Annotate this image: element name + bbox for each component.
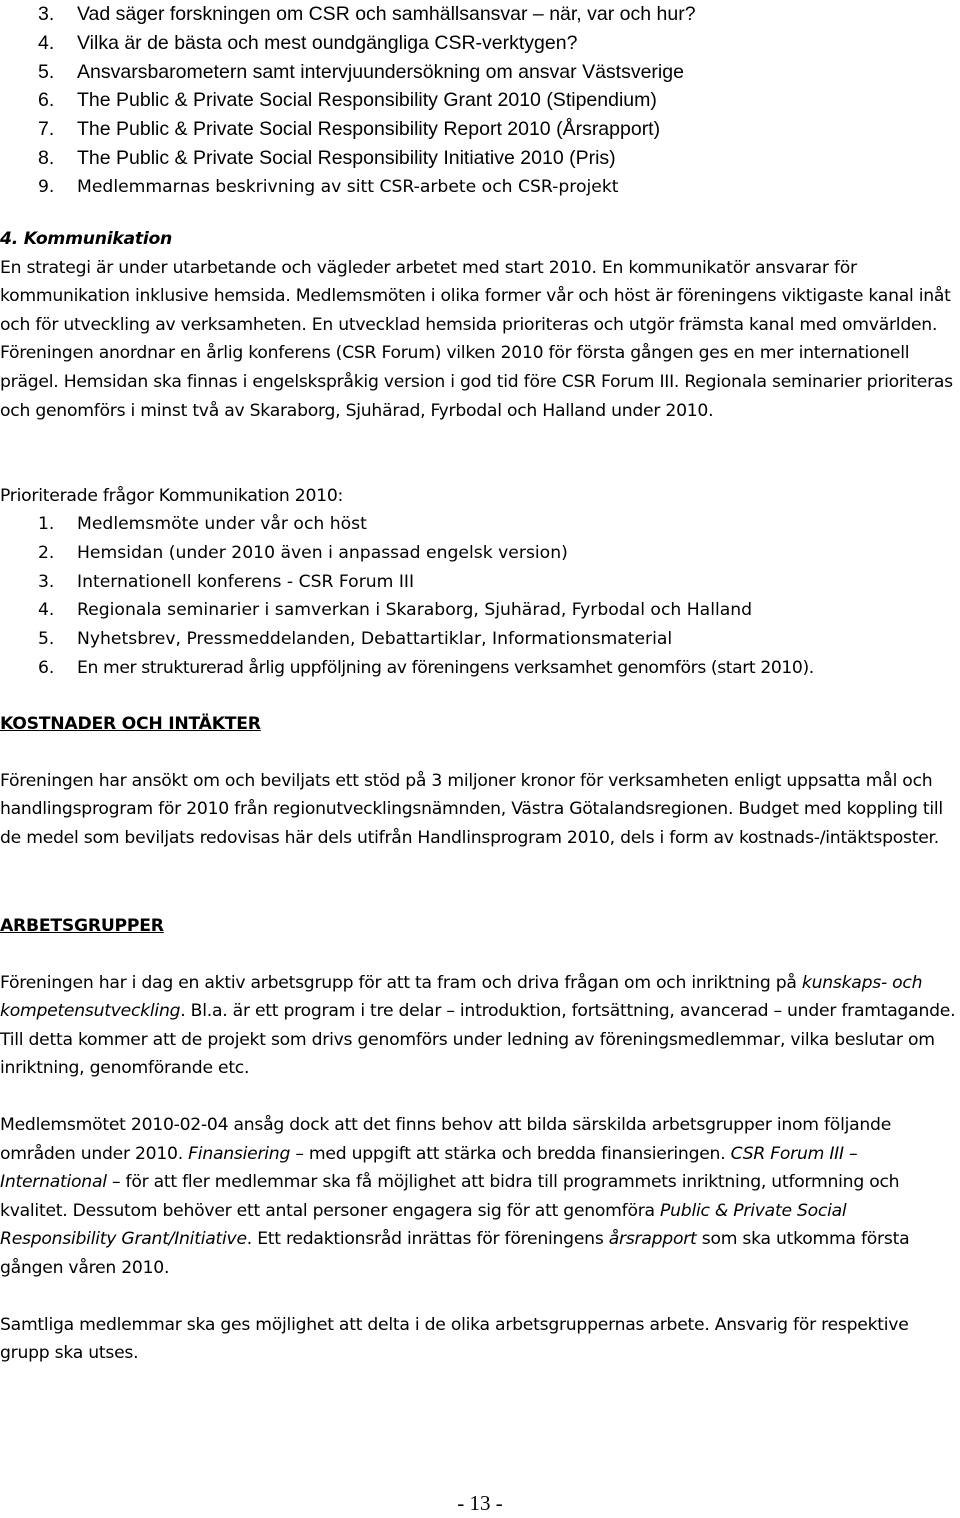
list-item	[0, 596, 958, 625]
list-item-text: Hemsidan (under 2010 även i anpassad engelsk version)	[77, 542, 568, 563]
text-run: – med uppgift att stärka och bredda finansieringen.	[290, 1143, 731, 1164]
list-item	[0, 539, 958, 568]
list-item-text: Regionala seminarier i samverkan i Skaraborg, Sjuhärad, Fyrbodal och Halland	[77, 600, 753, 621]
list-item-text: Internationell konferens - CSR Forum III	[77, 571, 415, 592]
list-item-text: The Public & Private Social Responsibility Report 2010 (Årsrapport)	[77, 118, 661, 141]
list-item	[0, 625, 958, 654]
arbetsgrupper-section	[0, 912, 958, 1368]
text-run: . Bl.a. är ett program i tre delar – introduktion, fortsättning, avancerad – under framtagande. Till detta kommer att de projekt som drivs genomförs under ledning av föreningsmedlemmar, vilka beslutar om inriktning, genomförande etc.	[0, 1001, 956, 1079]
list-item-text: En mer strukturerad årlig uppföljning av föreningens verksamhet genomförs (start 2010).	[77, 657, 814, 678]
list-item-number: 6.	[38, 89, 55, 112]
emphasis-text: Public & Private Social Responsibility Grant/Initiative	[0, 1200, 847, 1250]
kommunikation-paragraph: En strategi är under utarbetande och vägleder arbetet med start 2010. En kommunikatör ansvarar för kommunikation inklusive hemsida. Medlemsmöten i olika former vår och höst är föreningens viktigaste kanal inåt och för utveckling av verksamheten. En utvecklad hemsida prioriteras och utgör främsta kanal med omvärlden. Föreningen anordnar en årlig konferens (CSR Forum) vilken 2010 för första gången ges en mer internationell prägel. Hemsidan ska finnas i engelskspråkig version i god tid före CSR Forum III. Regionala seminarier prioriteras och genomförs i minst två av Skaraborg, Sjuhärad, Fyrbodal och Halland under 2010.	[0, 257, 953, 421]
list-item-text: Nyhetsbrev, Pressmeddelanden, Debattartiklar, Informationsmaterial	[77, 629, 673, 650]
emphasis-text: årsrapport	[608, 1229, 697, 1250]
list-item	[0, 654, 958, 683]
priorities-block	[0, 482, 958, 511]
priorities-list	[0, 510, 958, 683]
list-item-number: 5.	[38, 629, 55, 650]
text-run: Medlemsmötet 2010-02-04 ansåg dock att det finns behov att bilda särskilda arbetsgrupper inom följande områden under 2010.	[0, 1114, 892, 1164]
kostnader-paragraph: Föreningen har ansökt om och beviljats ett stöd på 3 miljoner kronor för verksamheten enligt uppsatta mål och handlingsprogram för 2010 från regionutvecklingsnämnden, Västra Götalandsregionen. Budget med koppling till de medel som beviljats redovisas här dels utifrån Handlinsprogram 2010, dels i form av kostnads-/intäktsposter.	[0, 770, 943, 848]
list-item-number: 5.	[38, 60, 55, 83]
section-heading: 4. Kommunikation	[0, 229, 173, 249]
page-number: - 13 -	[457, 1491, 503, 1515]
list-item-number: 4.	[38, 31, 55, 54]
text-run: Föreningen har i dag en aktiv arbetsgrupp för att ta fram och driva frågan om och inriktning på	[0, 972, 802, 993]
kommunikation-section	[0, 225, 958, 425]
arbetsgrupper-paragraph-1	[0, 969, 958, 1083]
list-item-number: 3.	[38, 571, 55, 592]
list-item-number: 3.	[38, 3, 55, 25]
kostnader-section	[0, 710, 958, 852]
list-item-number: 7.	[38, 118, 55, 141]
list-item-number: 9.	[38, 176, 55, 197]
section-heading: KOSTNADER OCH INTÄKTER	[0, 714, 261, 734]
list-item-text: Vilka är de bästa och mest oundgängliga CSR-verktygen?	[77, 31, 578, 54]
priorities-title: Prioriterade frågor Kommunikation 2010:	[0, 486, 344, 506]
list-item-number: 1.	[38, 514, 55, 534]
arbetsgrupper-paragraph-3: Samtliga medlemmar ska ges möjlighet att delta i de olika arbetsgruppernas arbete. Ansvarig för respektive grupp ska utses.	[0, 1314, 909, 1364]
list-item-text: Medlemsmöte under vår och höst	[77, 514, 367, 534]
list-item-text: The Public & Private Social Responsibility Grant 2010 (Stipendium)	[77, 89, 657, 112]
list-item-text: Medlemmarnas beskrivning av sitt CSR-arbete och CSR-projekt	[77, 176, 619, 197]
list-item	[0, 568, 958, 597]
section-heading: ARBETSGRUPPER	[0, 916, 164, 936]
list-item-text: Vad säger forskningen om CSR och samhällsansvar – när, var och hur?	[77, 3, 696, 25]
text-run: – för att fler medlemmar ska få möjlighet att bidra till programmets inriktning, utformning och kvalitet. Dessutom behöver ett antal personer engagera sig för att genomföra	[0, 1172, 900, 1221]
list-item-text: The Public & Private Social Responsibility Initiative 2010 (Pris)	[77, 146, 616, 169]
list-item-number: 2.	[38, 542, 55, 563]
text-run: som ska utkomma första gången våren 2010.	[0, 1229, 910, 1278]
list-item-number: 8.	[38, 146, 55, 169]
text-run: . Ett redaktionsråd inrättas för föreningens	[246, 1229, 609, 1250]
list-item-text: Ansvarsbarometern samt intervjuundersökning om ansvar Västsverige	[77, 60, 684, 83]
list-item-number: 6.	[38, 657, 55, 678]
emphasis-text: CSR Forum III – International	[0, 1143, 858, 1193]
list-item	[0, 510, 958, 539]
emphasis-text: Finansiering	[188, 1143, 291, 1164]
arbetsgrupper-paragraph-2	[0, 1111, 958, 1283]
emphasis-text: kunskaps- och kompetensutveckling	[0, 972, 923, 1022]
list-item-number: 4.	[38, 600, 55, 621]
